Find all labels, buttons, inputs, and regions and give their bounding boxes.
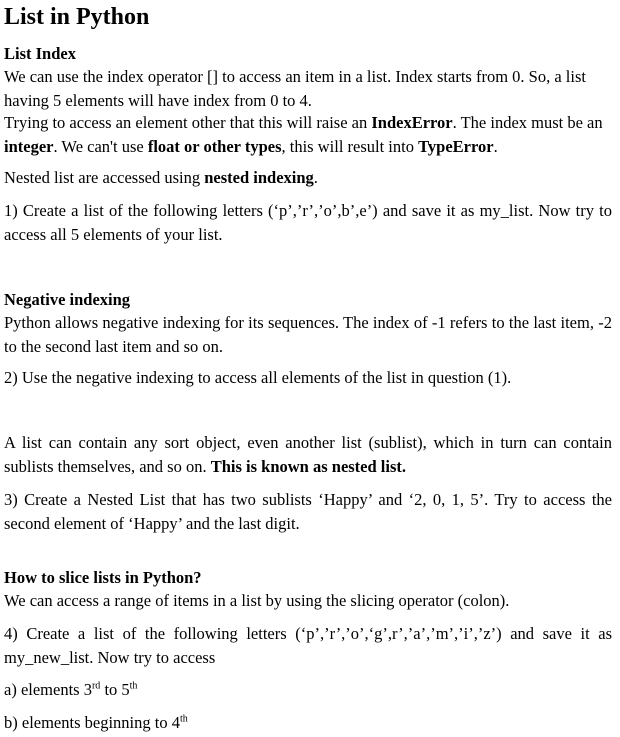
text-run: Trying to access an element other that this will raise an <box>4 113 372 132</box>
text-run: a) elements 3 <box>4 680 92 699</box>
float-term: float or other types <box>147 136 282 156</box>
index-error-paragraph <box>4 111 612 158</box>
superscript: th <box>179 713 188 725</box>
question-1: 1) Create a list of the following letters (‘p’,’r’,’o’,b’,e’) and save it as my_list. Now try to access all 5 elements of your list. <box>4 201 612 244</box>
question-3: 3) Create a Nested List that has two sublists ‘Happy’ and ‘2, 0, 1, 5’. Try to access the second element of ‘Happy’ and the last digit. <box>4 490 612 533</box>
slicing-paragraph: We can access a range of items in a list by using the slicing operator (colon). <box>4 591 510 610</box>
question-4: 4) Create a list of the following letters (‘p’,’r’,’o’,‘g’,r’,’a’,’m’,’i’,’z’) and save it as my_new_list. Now try to access <box>4 624 612 667</box>
negative-indexing-heading: Negative indexing <box>4 290 131 309</box>
superscript: th <box>129 680 138 692</box>
nested-indexing-term: nested indexing <box>204 168 314 187</box>
question-4a <box>4 678 612 702</box>
index-error-term: IndexError <box>371 113 453 132</box>
question-4b <box>4 711 612 735</box>
integer-term: integer <box>4 136 54 156</box>
superscript: rd <box>91 680 101 692</box>
text-run: A list can contain any sort object, even another list (sublist), which in turn can contain sublists themselves, and so on. <box>4 433 612 476</box>
text-run: , this will result into <box>281 136 419 156</box>
text-run: . We can't use <box>53 136 148 156</box>
text-run: . <box>313 168 318 187</box>
text-run: to 5 <box>100 680 130 699</box>
text-run: . The index must be an <box>452 113 603 132</box>
list-index-heading: List Index <box>4 44 76 63</box>
text-run: . <box>493 136 498 156</box>
text-run: Nested list are accessed using <box>4 168 205 187</box>
negative-indexing-paragraph: Python allows negative indexing for its sequences. The index of -1 refers to the last item, -2 to the second last item and so on. <box>4 313 612 356</box>
nested-list-paragraph <box>4 431 612 478</box>
list-index-paragraph: We can use the index operator [] to access an item in a list. Index starts from 0. So, a list having 5 elements will have index from 0 to 4. <box>4 67 586 110</box>
question-2: 2) Use the negative indexing to access all elements of the list in question (1). <box>4 368 512 387</box>
nested-list-term: This is known as nested list. <box>210 456 407 476</box>
text-run: b) elements beginning to 4 <box>4 713 180 732</box>
type-error-term: TypeError <box>418 136 494 156</box>
nested-indexing-paragraph <box>4 166 612 190</box>
slicing-heading: How to slice lists in Python? <box>4 568 202 587</box>
page-title: List in Python <box>4 4 150 30</box>
